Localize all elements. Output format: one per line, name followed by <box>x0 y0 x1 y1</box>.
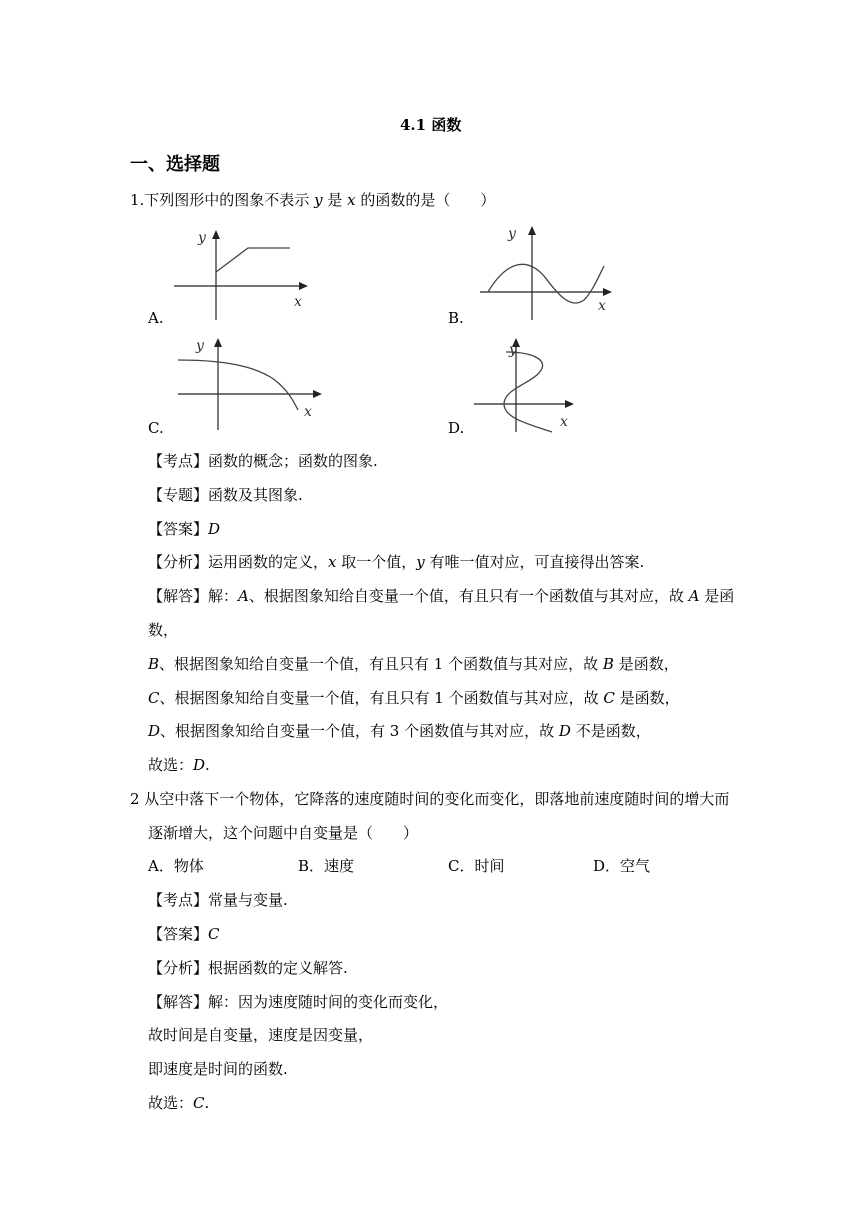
q2-answer-value: C <box>208 925 220 943</box>
q1-jieda-line-3 <box>148 688 680 708</box>
q2-option-a: A．物体 <box>148 857 204 875</box>
q1-jieda-text-1: 、根据图象知给自变量一个值，有且只有一个函数值与其对应，故 <box>248 587 689 605</box>
q2-choose <box>148 1093 209 1113</box>
q2-answer <box>148 924 220 944</box>
q1-jieda-label: 【解答】解： <box>148 587 239 605</box>
graph-a-x-label: x <box>294 294 302 310</box>
q1-option-c-label: C. <box>148 419 164 437</box>
q2-fenxi: 【分析】根据函数的定义解答. <box>148 959 348 977</box>
graph-b-y-label: y <box>508 226 516 242</box>
q1-fenxi <box>148 552 644 572</box>
q1-jieda-a: A <box>238 587 249 605</box>
graph-a <box>172 222 312 322</box>
graph-c-y-label: y <box>196 338 204 354</box>
q1-jieda-a2: A <box>688 587 700 605</box>
q1-jieda-d: D <box>148 722 161 740</box>
q1-var-y: y <box>314 191 323 209</box>
q1-zhuanti: 【专题】函数及其图象. <box>148 486 303 504</box>
q1-jieda-text-4: 、根据图象知给自变量一个值，有 3 个函数值与其对应，故 <box>160 722 559 740</box>
q1-choose <box>148 755 210 775</box>
q1-stem-text-a: 1.下列图形中的图象不表示 <box>130 191 315 209</box>
q1-jieda-c2: C <box>603 689 615 707</box>
graph-a-y-label: y <box>198 230 206 246</box>
q2-choose-value: C <box>193 1094 205 1112</box>
q1-var-x: x <box>347 191 356 209</box>
q1-answer-value: D <box>208 520 221 538</box>
q1-jieda-text-1b: 是函 <box>699 587 735 605</box>
q1-stem-text-b: 是 <box>322 191 348 209</box>
q1-option-d-label: D. <box>448 419 465 437</box>
page-title: 4.1 函数 <box>400 116 462 134</box>
q1-jieda-line-1c: 数， <box>148 621 179 639</box>
q1-fenxi-text-c: 有唯一值对应，可直接得出答案. <box>424 553 645 571</box>
q1-jieda-text-4b: 不是函数， <box>570 722 651 740</box>
q1-fenxi-var-y: y <box>416 553 425 571</box>
q1-kaodian: 【考点】函数的概念；函数的图象. <box>148 452 378 470</box>
q1-jieda-b2: B <box>602 655 614 673</box>
q1-jieda-text-2b: 是函数， <box>613 655 679 673</box>
q1-jieda-text-3b: 是函数， <box>614 689 680 707</box>
q1-stem-text-c: 的函数的是（ ） <box>355 191 496 209</box>
q2-option-c: C．时间 <box>448 857 505 875</box>
q2-choose-label: 故选： <box>148 1094 194 1112</box>
section-heading: 一、选择题 <box>130 154 220 175</box>
graph-c <box>176 334 326 430</box>
q1-option-a-label: A. <box>148 309 164 327</box>
q1-jieda-text-3: 、根据图象知给自变量一个值，有且只有 1 个函数值与其对应，故 <box>159 689 604 707</box>
q1-choose-value: D <box>193 756 206 774</box>
q2-jieda-line-3: 即速度是时间的函数. <box>148 1060 288 1078</box>
q1-choose-end: . <box>205 756 210 774</box>
q2-option-b: B．速度 <box>298 857 355 875</box>
q1-choose-label: 故选： <box>148 756 194 774</box>
q1-jieda-line-2 <box>148 654 679 674</box>
q2-stem-line-1: 2 从空中落下一个物体，它降落的速度随时间的变化而变化，即落地前速度随时间的增大而 <box>130 790 730 808</box>
q1-fenxi-text-b: 取一个值， <box>336 553 417 571</box>
q2-answer-label: 【答案】 <box>148 925 209 943</box>
q1-jieda-line-4 <box>148 721 651 741</box>
q1-jieda-text-2: 、根据图象知给自变量一个值，有且只有 1 个函数值与其对应，故 <box>159 655 603 673</box>
q1-jieda-c: C <box>148 689 160 707</box>
graph-d-y-label: y <box>509 342 517 358</box>
q1-fenxi-var-x: x <box>328 553 337 571</box>
q1-stem <box>130 190 495 210</box>
q1-jieda-d2: D <box>558 722 571 740</box>
q1-jieda-line-1 <box>148 586 734 606</box>
q2-choose-end: . <box>204 1094 210 1112</box>
q1-jieda-b: B <box>148 655 160 673</box>
q2-jieda-line-2: 故时间是自变量，速度是因变量， <box>148 1026 374 1044</box>
q1-fenxi-text-a: 【分析】运用函数的定义， <box>148 553 329 571</box>
q1-answer-label: 【答案】 <box>148 520 209 538</box>
q2-option-d: D．空气 <box>593 857 651 875</box>
graph-b-x-label: x <box>598 298 606 314</box>
q2-jieda-line-1: 【解答】解：因为速度随时间的变化而变化， <box>148 993 449 1011</box>
q1-answer <box>148 519 220 539</box>
graph-d-x-label: x <box>560 414 568 430</box>
graph-d <box>472 334 584 434</box>
q2-stem-line-2: 逐渐增大，这个问题中自变量是（ ） <box>148 824 419 842</box>
q2-kaodian: 【考点】常量与变量. <box>148 891 288 909</box>
graph-c-x-label: x <box>304 404 312 420</box>
q1-option-b-label: B. <box>448 309 464 327</box>
graph-b <box>478 222 618 322</box>
